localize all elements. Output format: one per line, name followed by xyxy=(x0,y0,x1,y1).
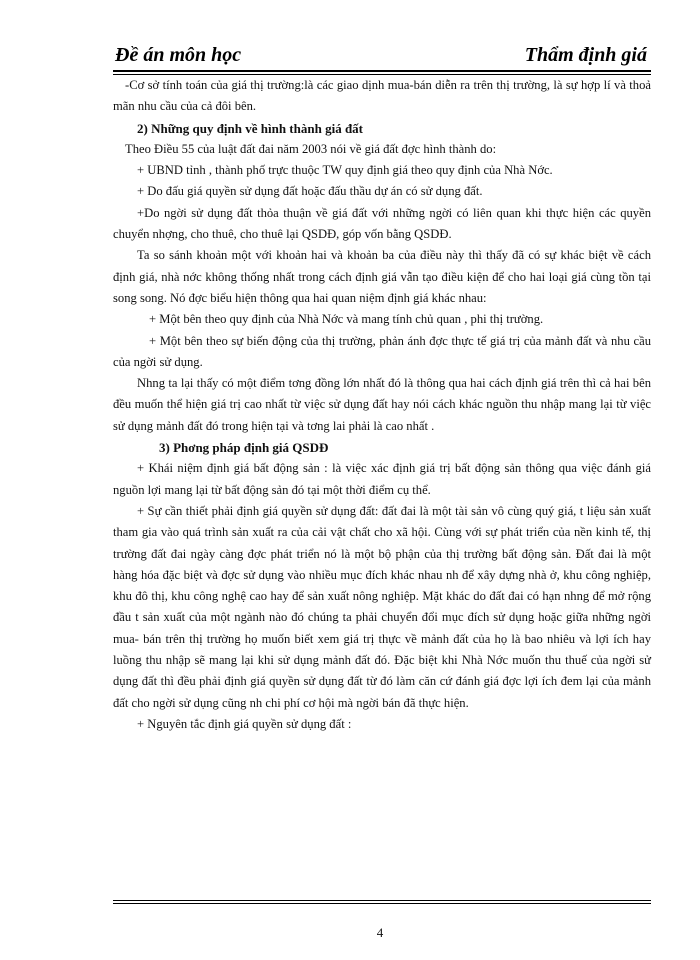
list-item-agreement: +Do ngời sử dụng đất thỏa thuận về giá đất với những ngời có liên quan khi thực hiện các quyền chuyển nhợng, cho thuê, cho thuê lại QSDĐ, góp vốn bằng QSDĐ. xyxy=(113,205,651,242)
header-rule-thick xyxy=(113,70,651,72)
section-heading-2: 2) Những quy định về hình thành giá đất xyxy=(137,120,364,136)
list-item-valuation-concept: + Khái niệm định giá bất động sản : là việc xác định giá trị bất động sản thông qua việc đánh giá nguồn lợi mang lại từ bất động sản đó tại một thời điểm cụ thể. xyxy=(113,461,651,497)
footer-rule-bottom xyxy=(113,903,651,904)
paragraph-article-55: Theo Điều 55 của luật đất đai năm 2003 nói về giá đất đợc hình thành do: xyxy=(125,141,497,156)
paragraph-comparison: Ta so sánh khoản một với khoản hai và khoản ba của điều này thì thấy đã có sự khác biệt về cách định giá, nhà nớc không thống nhất trong cách định giá vẫn tạo điều kiện để cho hai loại giá cùng tồn tại song song. Nó đợc biểu hiện thông qua hai quan niệm định giá khác nhau: xyxy=(113,248,651,305)
list-item-auction: + Do đấu giá quyền sử dụng đất hoặc đấu thầu dự án có sử dụng đất. xyxy=(137,184,483,199)
page-number: 4 xyxy=(376,925,384,940)
list-item-valuation-principles: + Nguyên tắc định giá quyền sử dụng đất : xyxy=(137,716,352,731)
document-body xyxy=(113,75,651,735)
page-header xyxy=(113,40,651,72)
paragraph-market-price-basis: -Cơ sở tính toán của giá thị trường:là các giao dịnh mua-bán diễn ra trên thị trường, là sự hợp lí và thoả mãn nhu cầu của cả đôi bên. xyxy=(113,78,651,114)
header-course-title: Đề án môn học xyxy=(115,44,242,66)
paragraph-common-point: Nhng ta lại thấy có một điểm tơng đồng lớn nhất đó là thông qua hai cách định giá trên thì cả hai bên đều muốn thể hiện giá trị cao nhất từ việc sử dụng đất hay nói cách khác nguồn thu nhập mang lại từ việc sử dụng mảnh đất đó trong hiện tại và tơng lai phải là cao nhất . xyxy=(113,376,651,433)
list-item-market-view: + Một bên theo sự biến động của thị trường, phản ánh đợc thực tế giá trị của mảnh đất và nhu cầu của ngời sử dụng. xyxy=(113,333,651,369)
header-subject-title: Thẩm định giá xyxy=(524,44,647,66)
list-item-valuation-necessity: + Sự cần thiết phải định giá quyền sử dụng đất: đất đai là một tài sản vô cùng quý giá, t liệu sản xuất tham gia vào quá trình sản xuất ra của cải vật chất cho xã hội. Cùng với sự phát triển của nền kinh tế, thị trường đất đai ngày càng đợc phát triển nó là một bộ phận của thị trường bất động sản. Đất đai là một hàng hóa đặc biệt và đợc sử dụng vào nhiều mục đích khác nhau nh để xây dựng nhà ở, khu công nghiệp, khu đô thị, khu công nghệ cao hay để sản xuất nông nghiệp. Mặt khác do đất đai có hạn nhng để mở rộng đầu t sản xuất của một ngành nào đó chúng ta phải chuyển đổi mục đích sử dụng hoặc giữa những ngời mua- bán trên thị trường họ muốn biết xem giá trị thực về mảnh đất của họ là bao nhiêu và lợi ích hay luồng thu nhập sẽ mang lại khi sử dụng mảnh đất đó. Đặc biệt khi Nhà Nớc muốn thu thuế của ngời sử dụng đất thì đều phải định giá quyền sử dụng đất từ đó làm căn cứ đánh giá đợc lợi ích đem lại của mảnh đất cho ngời sử dụng cũng nh chi phí cơ hội mà ngời bán đã thực hiện. xyxy=(113,503,651,710)
footer-rule-top xyxy=(113,900,651,901)
list-item-ubnd: + UBND tỉnh , thành phố trực thuộc TW quy định giá theo quy định của Nhà Nớc. xyxy=(137,163,553,178)
section-heading-3: 3) Phơng pháp định giá QSDĐ xyxy=(159,440,329,456)
list-item-state-view: + Một bên theo quy định của Nhà Nớc và mang tính chủ quan , phi thị trường. xyxy=(149,312,544,327)
